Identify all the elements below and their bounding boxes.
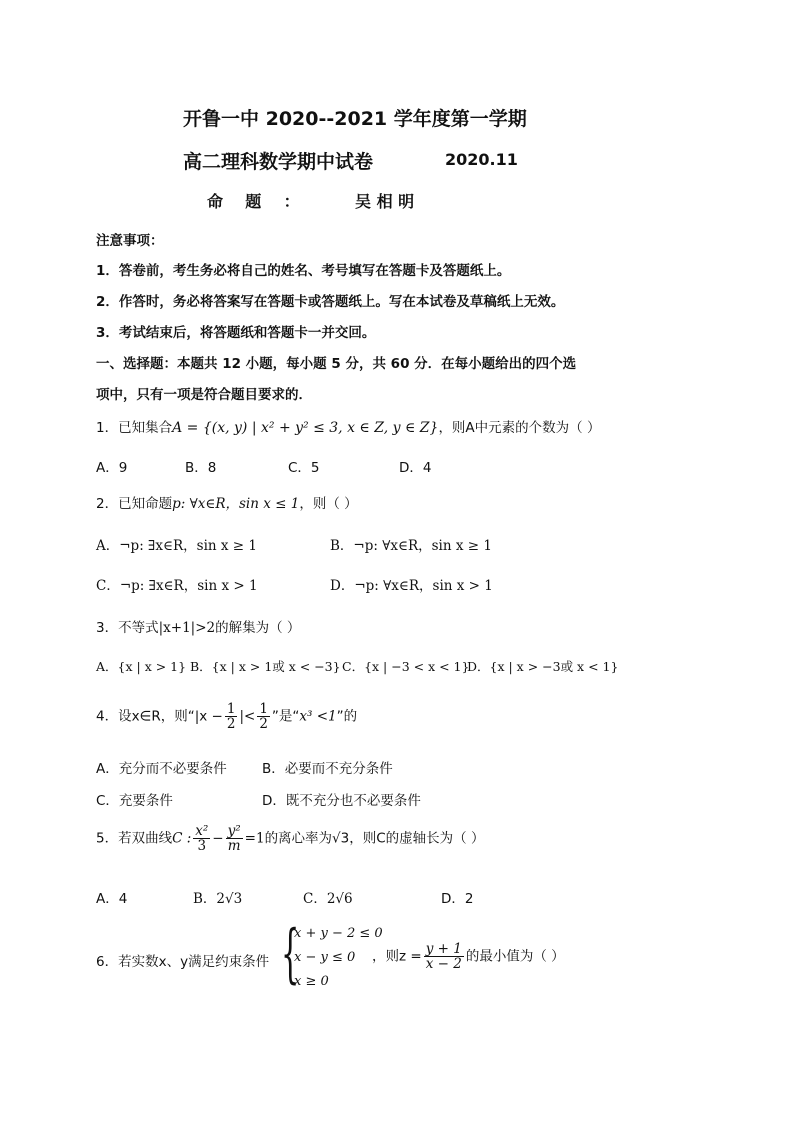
- question-2-prefix: 2．已知命题: [96, 496, 173, 512]
- q5-option-b: B．2√3: [193, 891, 243, 907]
- q2-option-c: C．¬p: ∃x∈R，sin x > 1: [96, 578, 258, 594]
- q6-fraction: [424, 942, 464, 971]
- question-1-suffix: ，则A中元素的个数为（ ）: [438, 420, 601, 436]
- q2-option-b: B．¬p: ∀x∈R，sin x ≥ 1: [330, 538, 492, 554]
- constraint-brace: {: [281, 917, 300, 991]
- notes-heading: 注意事项：: [96, 233, 164, 249]
- exam-date: 2020.11: [445, 150, 518, 169]
- note-item-2: 2．作答时，务必将答案写在答题卡或答题纸上。写在本试卷及草稿纸上无效。: [96, 294, 565, 310]
- q6-fraction-den: x − 2: [425, 956, 462, 973]
- q4-option-a: A．充分而不必要条件: [96, 761, 227, 777]
- q5-eq: =1: [244, 830, 265, 847]
- question-6-suffix: 的最小值为（ ）: [465, 948, 565, 965]
- q4-fraction-b: [257, 702, 270, 731]
- question-4: [96, 702, 357, 731]
- question-5-prefix: 5．若双曲线: [96, 830, 173, 847]
- q3-option-d: D．{x | x > −3或 x < 1}: [467, 659, 619, 674]
- question-3-math: |x+1|>2: [158, 620, 216, 636]
- author-name: 吴 相 明: [355, 192, 415, 211]
- question-4-prefix: 4．设x∈R，则“|x −: [96, 708, 223, 725]
- q4-fraction-a-den: 2: [226, 716, 236, 733]
- exam-paper-title: 高二理科数学期中试卷: [183, 151, 374, 173]
- question-4-suffix-b: ”的: [336, 708, 358, 725]
- q4-fraction-b-num: 1: [259, 701, 268, 717]
- question-1-prefix: 1．已知集合: [96, 420, 173, 436]
- q3-option-b: B．{x | x > 1或 x < −3}: [190, 659, 341, 674]
- question-6-then: ，则z =: [372, 948, 422, 965]
- q5-fraction-a-den: 3: [197, 838, 207, 855]
- question-5-c: C :: [172, 830, 192, 847]
- q5-option-d: D．2: [441, 891, 474, 907]
- q6-fraction-num: y + 1: [425, 941, 462, 957]
- q4-option-c: C．充要条件: [96, 793, 173, 809]
- constraint-1: x + y − 2 ≤ 0: [294, 926, 383, 941]
- question-1-math: A = {(x, y) | x² + y² ≤ 3, x ∈ Z, y ∈ Z}: [172, 420, 439, 436]
- section-heading-line1: 一、选择题：本题共 12 小题，每小题 5 分，共 60 分．在每小题给出的四个选: [96, 356, 577, 372]
- q5-fraction-b-den: m: [227, 838, 241, 855]
- q4-fraction-b-den: 2: [259, 716, 268, 733]
- question-4-math: x³ <1: [299, 708, 337, 725]
- q1-option-d: D．4: [399, 460, 432, 476]
- question-4-suffix-a: ”是“: [271, 708, 300, 725]
- q2-option-a: A．¬p: ∃x∈R，sin x ≥ 1: [96, 538, 257, 554]
- question-3-suffix: 的解集为（ ）: [215, 620, 301, 636]
- question-3-prefix: 3．不等式: [96, 620, 159, 636]
- q4-option-d: D．既不充分也不必要条件: [262, 793, 421, 809]
- question-3: [96, 616, 300, 636]
- q3-option-c: C．{x | −3 < x < 1}: [342, 659, 470, 674]
- q5-minus: −: [212, 830, 224, 847]
- q5-option-a: A．4: [96, 891, 128, 907]
- q4-mid: |<: [239, 708, 256, 725]
- question-5-suffix: 的离心率为√3，则C的虚轴长为（ ）: [264, 830, 485, 847]
- constraint-system: [294, 922, 383, 994]
- q3-option-a: A．{x | x > 1}: [96, 659, 187, 674]
- q4-fraction-a: [225, 702, 238, 731]
- question-1: [96, 416, 600, 436]
- constraint-2: x − y ≤ 0: [294, 950, 356, 965]
- question-5: [96, 824, 484, 853]
- q5-fraction-b: [226, 824, 243, 853]
- note-item-3: 3．考试结束后，将答题纸和答题卡一并交回。: [96, 325, 376, 341]
- author-label: 命 题 ：: [207, 192, 300, 211]
- q4-fraction-a-num: 1: [226, 701, 236, 717]
- q5-fraction-a-num: x²: [195, 823, 209, 839]
- q1-option-c: C．5: [288, 460, 320, 476]
- q1-option-b: B．8: [185, 460, 217, 476]
- exam-school-title: 开鲁一中 2020--2021 学年度第一学期: [183, 108, 527, 130]
- question-2-suffix: ，则（ ）: [299, 496, 358, 512]
- q1-option-a: A．9: [96, 460, 128, 476]
- q4-option-b: B．必要而不充分条件: [262, 761, 393, 777]
- note-item-1: 1．答卷前，考生务必将自己的姓名、考号填写在答题卡及答题纸上。: [96, 263, 511, 279]
- question-2-math: p: ∀x∈R，sin x ≤ 1: [172, 496, 300, 512]
- question-6-rest: [372, 942, 565, 971]
- question-6-prefix: 6．若实数x、y满足约束条件: [96, 954, 270, 970]
- q2-option-d: D．¬p: ∀x∈R，sin x > 1: [330, 578, 493, 594]
- question-2: [96, 492, 358, 512]
- q5-fraction-b-num: y²: [227, 823, 241, 839]
- constraint-3: x ≥ 0: [294, 974, 329, 989]
- q5-fraction-a: [193, 824, 210, 853]
- q5-option-c: C．2√6: [303, 891, 353, 907]
- section-heading-line2: 项中，只有一项是符合题目要求的．: [96, 387, 312, 403]
